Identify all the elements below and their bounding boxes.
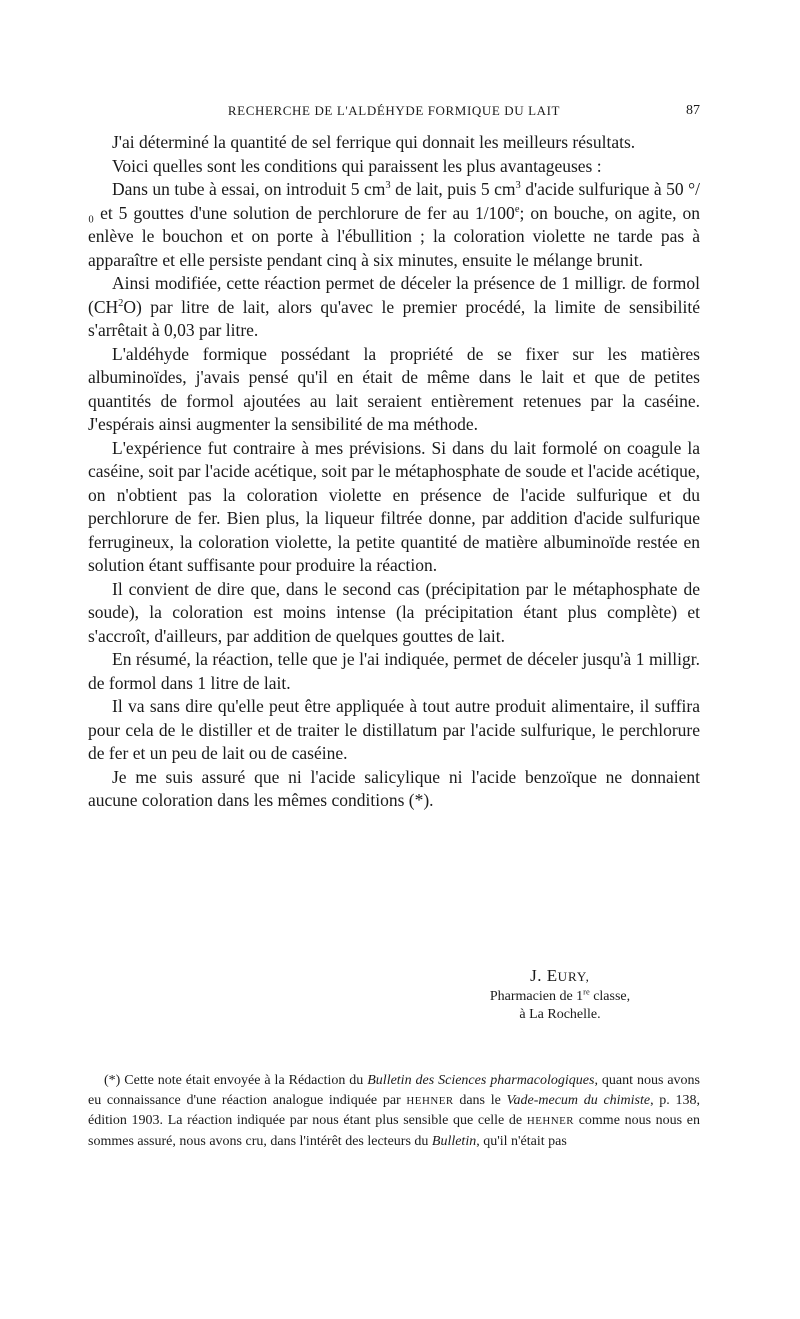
footnote-marker: (*)	[104, 1073, 121, 1088]
author-signature	[440, 966, 680, 1024]
paragraph-2: Voici quelles sont les conditions qui paraissent les plus avantageuses :	[112, 155, 602, 176]
p4-text-b: O) par litre de lait, alors qu'avec le premier procédé, la limite de sensibilité s'arrêtait à 0,03 par litre.	[88, 296, 700, 340]
page-header	[88, 103, 700, 123]
footnote-author-1: HEHNER	[406, 1094, 454, 1107]
footnote-t1: Cette note était envoyée à la Rédaction du	[120, 1073, 368, 1088]
p3-text-b: de lait, puis 5 cm	[390, 179, 516, 199]
p3-percent-sign: °/₀	[88, 179, 700, 223]
footnote-t2: , quant nous avons eu connaissance d'une réaction analogue indiquée par	[88, 1073, 700, 1108]
author-title	[440, 988, 680, 1006]
footnote	[88, 1071, 700, 1151]
footnote-t4: , p. 138, édition 1903. La réaction indiquée par nous étant plus sensible que celle de	[88, 1092, 701, 1128]
footnote-journal-title: Bulletin des Sciences pharmacologiques	[367, 1073, 595, 1088]
author-initial: J. E	[530, 966, 558, 985]
footnote-t6: , qu'il n'était pas	[476, 1133, 567, 1149]
footnote-text	[88, 1071, 700, 1151]
p3-text-e: ; on bouche, on agite, on enlève le bouchon et on porte à l'ébullition ; la coloration violette ne tarde pas à apparaître et elle persiste pendant cinq à six minutes, ensuite le mélange brunit.	[88, 202, 701, 270]
p3-e-sup: e	[514, 203, 520, 215]
p3-cube-sup-2: 3	[515, 180, 521, 192]
p4-formula-sub: 2	[118, 297, 124, 309]
running-title: RECHERCHE DE L'ALDÉHYDE FORMIQUE DU LAIT	[227, 103, 561, 118]
author-title-a: Pharmacien de 1	[489, 989, 584, 1004]
author-surname: URY,	[557, 969, 590, 984]
author-location: à La Rochelle.	[519, 1007, 601, 1022]
p3-text-a: Dans un tube à essai, on introduit 5 cm	[112, 179, 386, 199]
footnote-bulletin: Bulletin	[431, 1133, 477, 1149]
p3-text-c: d'acide sulfurique à 50	[520, 179, 689, 199]
paragraph-10: Je me suis assuré que ni l'acide salicylique ni l'acide benzoïque ne donnaient aucune coloration dans les mêmes conditions (*).	[88, 766, 700, 810]
author-name	[440, 966, 680, 986]
footnote-author-2: HEHNER	[526, 1115, 575, 1127]
author-title-b: classe,	[589, 989, 631, 1004]
author-title-sup: re	[583, 987, 590, 997]
page-number: 87	[686, 103, 700, 118]
article-body	[88, 131, 700, 813]
p3-text-d: et 5 gouttes d'une solution de perchlorure de fer au 1/100	[94, 202, 515, 223]
footnote-t3: dans le	[453, 1092, 507, 1108]
paragraph-9: Il va sans dire qu'elle peut être appliquée à tout autre produit alimentaire, il suffira pour cela de le distiller et de traiter le distillatum par l'acide sulfurique, le perchlorure de fer et un peu de lait ou de caséine.	[88, 696, 700, 763]
paragraph-6: L'expérience fut contraire à mes prévisions. Si dans du lait formolé on coagule la caséine, soit par l'acide acétique, soit par le métaphosphate de soude et l'acide acétique, on n'obtient pas la coloration violette en présence de l'acide sulfurique et du perchlorure de fer. Bien plus, la liqueur filtrée donne, par addition d'acide sulfurique ferrugineux, la coloration violette, la petite quantité de matière albuminoïde restée en solution étant suffisante pour produire la réaction.	[88, 437, 700, 575]
p3-cube-sup-1: 3	[385, 180, 391, 192]
paragraph-3	[88, 178, 700, 272]
paragraph-5: L'aldéhyde formique possédant la propriété de se fixer sur les matières albuminoïdes, j'avais pensé qu'il en était de même dans le lait et que de petites quantités de formol ajoutées au lait seraient entièrement retenues par la caséine. J'espérais ainsi augmenter la sensibilité de ma méthode.	[88, 343, 700, 434]
footnote-book-title: Vade-mecum du chimiste	[506, 1092, 651, 1108]
paragraph-7: Il convient de dire que, dans le second cas (précipitation par le métaphosphate de soude), la coloration est moins intense (la précipitation étant plus complète) et s'accroît, d'ailleurs, par addition de quelques gouttes de lait.	[88, 578, 700, 646]
footnote-t5: comme nous nous en sommes assuré, nous avons cru, dans l'intérêt des lecteurs du	[88, 1113, 700, 1149]
paragraph-1: J'ai déterminé la quantité de sel ferrique qui donnait les meilleurs résultats.	[112, 132, 636, 152]
paragraph-8: En résumé, la réaction, telle que je l'ai indiquée, permet de déceler jusqu'à 1 milligr. de formol dans 1 litre de lait.	[88, 649, 700, 693]
paragraph-4	[88, 272, 700, 343]
p4-text-a: Ainsi modifiée, cette réaction permet de déceler la présence de 1 milligr. de formol (CH	[88, 273, 700, 317]
